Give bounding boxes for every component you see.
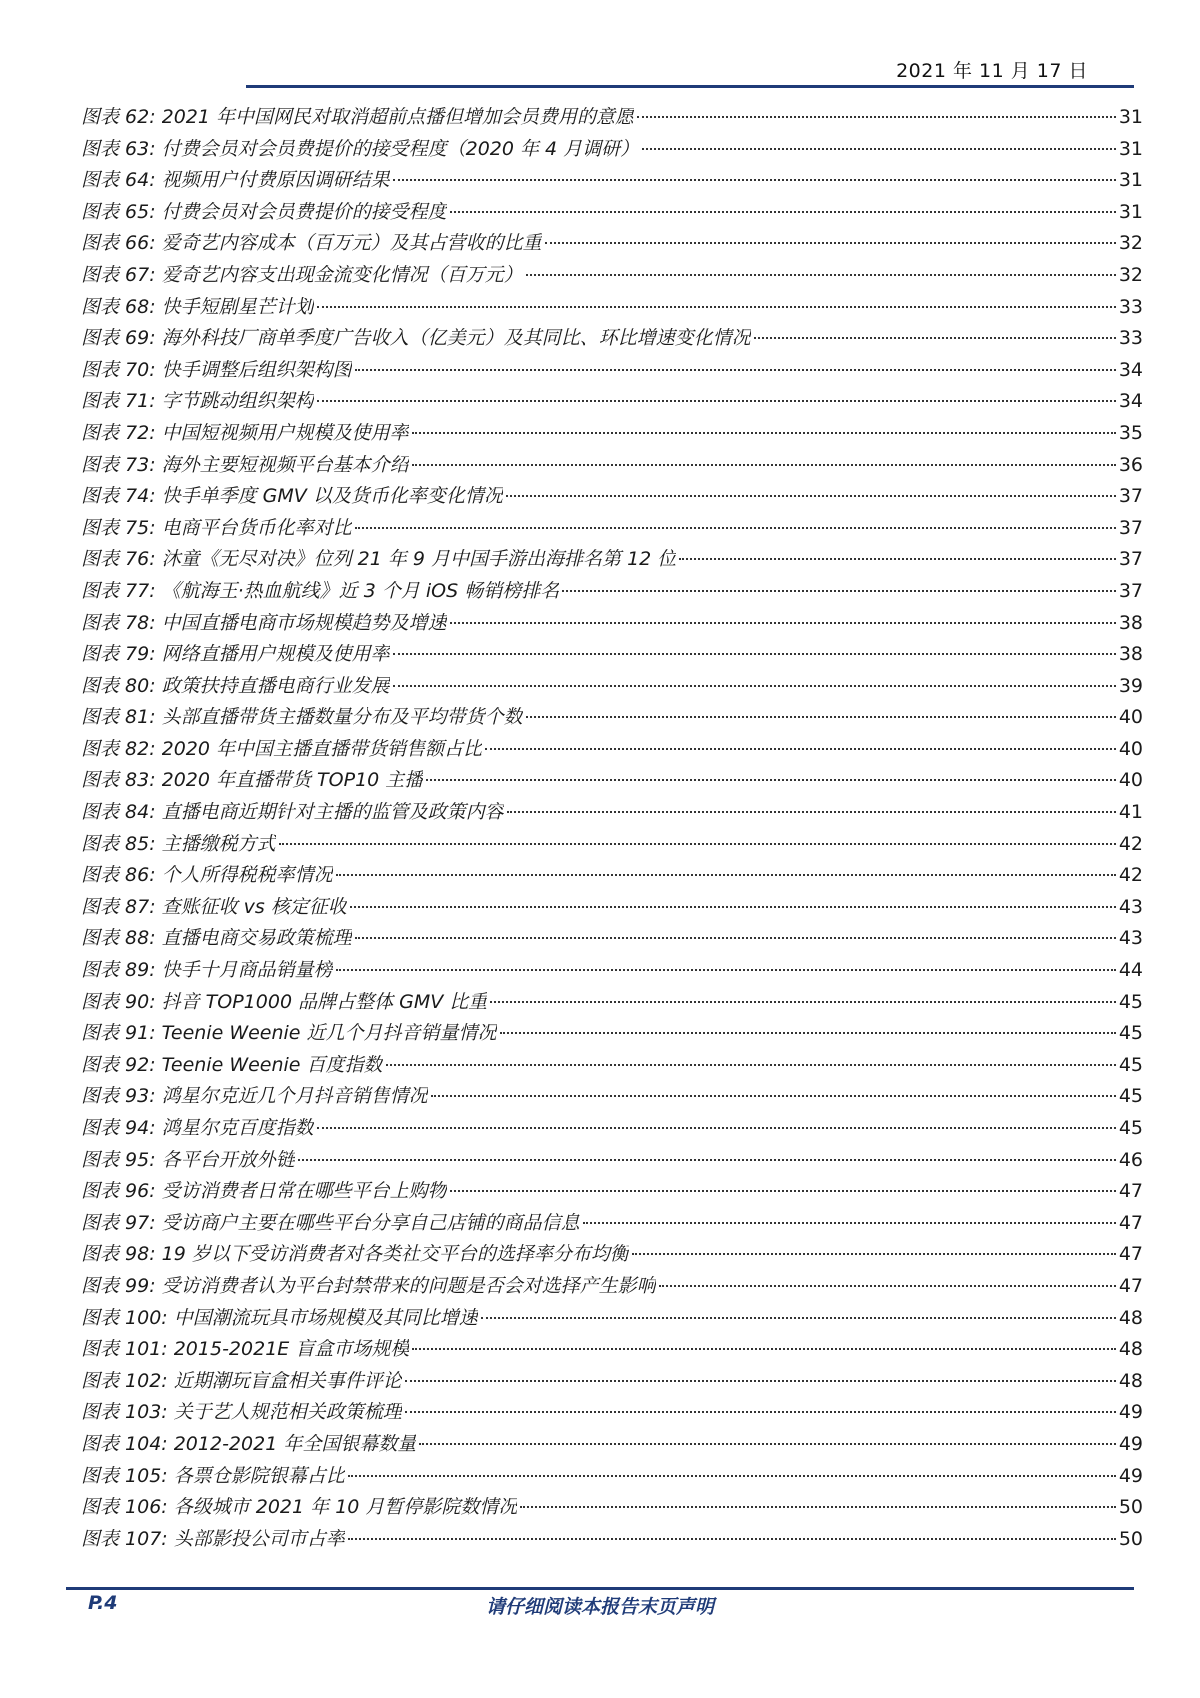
toc-entry-leader bbox=[336, 969, 1116, 971]
toc-entry-label: 图表 68: bbox=[81, 295, 156, 318]
header-divider bbox=[246, 85, 1134, 88]
toc-entry-label: 图表 98: bbox=[81, 1243, 156, 1266]
toc-entry-label: 图表 99: bbox=[81, 1274, 156, 1297]
toc-entry-page: 34 bbox=[1118, 390, 1143, 413]
toc-entry-label: 图表 69: bbox=[81, 327, 156, 350]
toc-entry-page: 49 bbox=[1118, 1464, 1143, 1487]
toc-entry-label: 图表 84: bbox=[81, 801, 156, 824]
toc-entry-leader bbox=[317, 400, 1116, 402]
toc-entry[interactable] bbox=[81, 1303, 1143, 1335]
toc-entry-page: 47 bbox=[1118, 1243, 1143, 1266]
toc-entry-label: 图表 70: bbox=[81, 358, 156, 381]
toc-entry-label: 图表 81: bbox=[81, 706, 156, 729]
toc-entry-page: 31 bbox=[1118, 106, 1143, 128]
toc-entry-leader bbox=[481, 1317, 1116, 1319]
toc-entry-page: 49 bbox=[1118, 1401, 1143, 1424]
toc-entry-leader bbox=[450, 622, 1116, 624]
toc-entry-label: 图表 82: bbox=[81, 737, 156, 760]
toc-entry-page: 35 bbox=[1118, 421, 1143, 444]
toc-entry-leader bbox=[426, 779, 1116, 781]
toc-entry[interactable] bbox=[81, 671, 1143, 703]
toc-entry[interactable] bbox=[81, 134, 1143, 166]
toc-entry[interactable] bbox=[81, 228, 1143, 260]
toc-entry-title: 快手单季度 GMV 以及货币化率变化情况 bbox=[161, 485, 503, 508]
toc-entry-leader bbox=[490, 1001, 1116, 1003]
toc-entry-title: Teenie Weenie 百度指数 bbox=[161, 1053, 383, 1076]
toc-entry-page: 43 bbox=[1118, 927, 1143, 950]
toc-entry-title: 快手调整后组织架构图 bbox=[161, 358, 352, 381]
footer-divider bbox=[66, 1587, 1134, 1590]
toc-entry[interactable] bbox=[81, 102, 1143, 134]
toc-entry-page: 37 bbox=[1118, 579, 1143, 602]
toc-entry-title: 中国短视频用户规模及使用率 bbox=[161, 421, 409, 444]
toc-entry-leader bbox=[279, 843, 1116, 845]
toc-entry-page: 45 bbox=[1118, 1053, 1143, 1076]
footer-disclaimer: 请仔细阅读本报告末页声明 bbox=[485, 1596, 714, 1618]
toc-entry-leader bbox=[393, 685, 1116, 687]
toc-entry-label: 图表 85: bbox=[81, 832, 156, 855]
toc-entry-title: 各级城市 2021 年 10 月暂停影院数情况 bbox=[173, 1496, 518, 1519]
toc-entry-page: 36 bbox=[1118, 453, 1143, 476]
toc-entry-title: 《航海王·热血航线》近 3 个月 iOS 畅销榜排名 bbox=[161, 579, 560, 602]
toc-entry-page: 37 bbox=[1118, 516, 1143, 539]
toc-entry[interactable] bbox=[81, 1492, 1143, 1524]
toc-entry-title: 视频用户付费原因调研结果 bbox=[161, 169, 390, 192]
toc-entry[interactable] bbox=[81, 987, 1143, 1019]
toc-entry-label: 图表 104: bbox=[81, 1432, 168, 1455]
toc-entry[interactable] bbox=[81, 1081, 1143, 1113]
toc-entry-title: 头部直播带货主播数量分布及平均带货个数 bbox=[161, 706, 523, 729]
toc-entry[interactable] bbox=[81, 513, 1143, 545]
toc-entry-title: Teenie Weenie 近几个月抖音销量情况 bbox=[161, 1022, 497, 1045]
toc-entry[interactable] bbox=[81, 765, 1143, 797]
toc-entry-label: 图表 86: bbox=[81, 864, 156, 887]
toc-entry-title: 近期潮玩盲盒相关事件评论 bbox=[173, 1369, 402, 1392]
toc-entry-title: 字节跳动组织架构 bbox=[161, 390, 314, 413]
toc-entry-label: 图表 102: bbox=[81, 1369, 168, 1392]
toc-entry-page: 37 bbox=[1118, 485, 1143, 508]
toc-entry[interactable] bbox=[81, 1397, 1143, 1429]
toc-entry-leader bbox=[526, 274, 1116, 276]
toc-entry-leader bbox=[419, 1443, 1115, 1445]
toc-entry-label: 图表 71: bbox=[81, 390, 156, 413]
toc-entry-title: 网络直播用户规模及使用率 bbox=[161, 643, 390, 666]
toc-entry[interactable] bbox=[81, 1271, 1143, 1303]
toc-entry-label: 图表 101: bbox=[81, 1338, 168, 1361]
toc-entry[interactable] bbox=[81, 608, 1143, 640]
toc-entry-label: 图表 67: bbox=[81, 263, 156, 286]
toc-entry[interactable] bbox=[81, 260, 1143, 292]
toc-entry-page: 49 bbox=[1118, 1432, 1143, 1455]
toc-entry-leader bbox=[642, 148, 1116, 150]
toc-entry-label: 图表 92: bbox=[81, 1053, 156, 1076]
toc-entry-title: 查账征收 vs 核定征收 bbox=[161, 895, 347, 918]
toc-entry-leader bbox=[350, 906, 1116, 908]
toc-entry[interactable] bbox=[81, 418, 1143, 450]
toc-entry-page: 32 bbox=[1118, 232, 1143, 255]
toc-entry-title: 付费会员对会员费提价的接受程度（2020 年 4 月调研） bbox=[161, 137, 640, 160]
toc-entry[interactable] bbox=[81, 639, 1143, 671]
toc-entry-leader bbox=[632, 1253, 1116, 1255]
toc-entry[interactable] bbox=[81, 1018, 1143, 1050]
toc-entry-page: 40 bbox=[1118, 737, 1143, 760]
toc-entry-title: 爱奇艺内容成本（百万元）及其占营收的比重 bbox=[161, 232, 542, 255]
toc-entry[interactable] bbox=[81, 355, 1143, 387]
toc-entry-page: 45 bbox=[1118, 990, 1143, 1013]
toc-entry-page: 44 bbox=[1118, 959, 1143, 982]
toc-entry-leader bbox=[412, 1348, 1115, 1350]
toc-entry-label: 图表 74: bbox=[81, 485, 156, 508]
toc-entry-label: 图表 97: bbox=[81, 1211, 156, 1234]
toc-entry-label: 图表 87: bbox=[81, 895, 156, 918]
toc-entry-title: 2020 年中国主播直播带货销售额占比 bbox=[161, 737, 483, 760]
toc-entry[interactable] bbox=[81, 576, 1143, 608]
toc-entry-leader bbox=[317, 306, 1116, 308]
toc-entry-title: 各平台开放外链 bbox=[161, 1148, 295, 1171]
toc-entry-leader bbox=[659, 1285, 1116, 1287]
figure-index-list bbox=[81, 102, 1143, 1555]
toc-entry-leader bbox=[506, 495, 1116, 497]
toc-entry-title: 主播缴税方式 bbox=[161, 832, 276, 855]
toc-entry-label: 图表 94: bbox=[81, 1117, 156, 1139]
toc-entry[interactable] bbox=[81, 955, 1143, 987]
toc-entry-page: 31 bbox=[1118, 169, 1143, 192]
toc-entry-title: 海外主要短视频平台基本介绍 bbox=[161, 453, 409, 476]
toc-entry-page: 40 bbox=[1118, 769, 1143, 792]
toc-entry[interactable] bbox=[81, 1334, 1143, 1366]
toc-entry-page: 39 bbox=[1118, 674, 1143, 697]
toc-entry-page: 45 bbox=[1118, 1085, 1143, 1108]
toc-entry-label: 图表 95: bbox=[81, 1148, 156, 1171]
header-date: 2021 年 11 月 17 日 bbox=[896, 60, 1088, 82]
toc-entry[interactable] bbox=[81, 1366, 1143, 1398]
toc-entry-label: 图表 77: bbox=[81, 579, 156, 602]
toc-entry-label: 图表 89: bbox=[81, 959, 156, 982]
toc-entry-title: 直播电商交易政策梳理 bbox=[161, 927, 352, 950]
toc-entry-page: 31 bbox=[1118, 137, 1143, 160]
toc-entry-title: 中国潮流玩具市场规模及其同比增速 bbox=[173, 1306, 478, 1329]
toc-entry-label: 图表 65: bbox=[81, 200, 156, 223]
toc-entry-leader bbox=[393, 179, 1116, 181]
toc-entry-label: 图表 75: bbox=[81, 516, 156, 539]
toc-entry-page: 37 bbox=[1118, 548, 1143, 571]
toc-entry-leader bbox=[393, 653, 1116, 655]
toc-entry[interactable] bbox=[81, 829, 1143, 861]
toc-entry-page: 32 bbox=[1118, 263, 1143, 286]
toc-entry-title: 直播电商近期针对主播的监管及政策内容 bbox=[161, 801, 504, 824]
toc-entry-page: 48 bbox=[1118, 1306, 1143, 1329]
toc-entry-page: 38 bbox=[1118, 643, 1143, 666]
toc-entry-page: 48 bbox=[1118, 1369, 1143, 1392]
toc-entry-page: 50 bbox=[1118, 1496, 1143, 1519]
toc-entry-label: 图表 64: bbox=[81, 169, 156, 192]
toc-entry[interactable] bbox=[81, 1176, 1143, 1208]
toc-entry-page: 50 bbox=[1118, 1527, 1143, 1550]
toc-entry-title: 2021 年中国网民对取消超前点播但增加会员费用的意愿 bbox=[161, 106, 635, 128]
toc-entry-label: 图表 106: bbox=[81, 1496, 168, 1519]
toc-entry[interactable] bbox=[81, 197, 1143, 229]
toc-entry-title: 2015-2021E 盲盒市场规模 bbox=[173, 1338, 410, 1361]
toc-entry-label: 图表 72: bbox=[81, 421, 156, 444]
toc-entry-label: 图表 66: bbox=[81, 232, 156, 255]
toc-entry-leader bbox=[405, 1380, 1116, 1382]
toc-entry-title: 电商平台货币化率对比 bbox=[161, 516, 352, 539]
toc-entry-page: 45 bbox=[1118, 1117, 1143, 1139]
toc-entry-leader bbox=[336, 874, 1116, 876]
toc-entry[interactable] bbox=[81, 544, 1143, 576]
toc-entry-title: 关于艺人规范相关政策梳理 bbox=[173, 1401, 402, 1424]
toc-entry-page: 47 bbox=[1118, 1274, 1143, 1297]
toc-entry-leader bbox=[348, 1475, 1116, 1477]
toc-entry[interactable] bbox=[81, 323, 1143, 355]
toc-entry[interactable] bbox=[81, 481, 1143, 513]
toc-entry-leader bbox=[507, 811, 1116, 813]
toc-entry-label: 图表 107: bbox=[81, 1527, 168, 1550]
toc-entry-title: 鸿星尔克百度指数 bbox=[161, 1117, 314, 1139]
toc-entry[interactable] bbox=[81, 1050, 1143, 1082]
toc-entry-leader bbox=[583, 1222, 1116, 1224]
toc-entry-title: 中国直播电商市场规模趋势及增速 bbox=[161, 611, 447, 634]
toc-entry-page: 41 bbox=[1118, 801, 1143, 824]
toc-entry-page: 40 bbox=[1118, 706, 1143, 729]
toc-entry-page: 42 bbox=[1118, 832, 1143, 855]
toc-entry-leader bbox=[405, 1411, 1116, 1413]
toc-entry-label: 图表 78: bbox=[81, 611, 156, 634]
toc-entry-page: 45 bbox=[1118, 1022, 1143, 1045]
toc-entry-leader bbox=[500, 1032, 1116, 1034]
toc-entry-leader bbox=[355, 527, 1116, 529]
toc-entry-title: 海外科技厂商单季度广告收入（亿美元）及其同比、环比增速变化情况 bbox=[161, 327, 751, 350]
toc-entry[interactable] bbox=[81, 797, 1143, 829]
toc-entry-title: 19 岁以下受访消费者对各类社交平台的选择率分布均衡 bbox=[161, 1243, 629, 1266]
toc-entry-title: 各票仓影院银幕占比 bbox=[173, 1464, 345, 1487]
toc-entry-page: 43 bbox=[1118, 895, 1143, 918]
toc-entry-title: 政策扶持直播电商行业发展 bbox=[161, 674, 390, 697]
toc-entry[interactable] bbox=[81, 923, 1143, 955]
toc-entry-leader bbox=[485, 748, 1116, 750]
toc-entry-label: 图表 79: bbox=[81, 643, 156, 666]
toc-entry-label: 图表 100: bbox=[81, 1306, 168, 1329]
toc-entry-leader bbox=[637, 116, 1116, 118]
toc-entry-leader bbox=[298, 1159, 1116, 1161]
toc-entry-leader bbox=[355, 369, 1116, 371]
toc-entry-leader bbox=[754, 337, 1116, 339]
page-number: P.4 bbox=[88, 1592, 118, 1614]
toc-entry-leader bbox=[545, 242, 1116, 244]
toc-entry-page: 48 bbox=[1118, 1338, 1143, 1361]
toc-entry[interactable] bbox=[81, 1113, 1143, 1145]
toc-entry-label: 图表 91: bbox=[81, 1022, 156, 1045]
toc-entry-label: 图表 76: bbox=[81, 548, 156, 571]
toc-entry-title: 头部影投公司市占率 bbox=[173, 1527, 345, 1550]
toc-entry[interactable] bbox=[81, 860, 1143, 892]
toc-entry-title: 2020 年直播带货 TOP10 主播 bbox=[161, 769, 424, 792]
toc-entry-leader bbox=[412, 432, 1116, 434]
toc-entry-label: 图表 93: bbox=[81, 1085, 156, 1108]
toc-entry-label: 图表 83: bbox=[81, 769, 156, 792]
toc-entry-page: 33 bbox=[1118, 327, 1143, 350]
toc-entry-title: 付费会员对会员费提价的接受程度 bbox=[161, 200, 447, 223]
toc-entry-leader bbox=[520, 1506, 1115, 1508]
toc-entry-page: 33 bbox=[1118, 295, 1143, 318]
toc-entry-leader bbox=[317, 1127, 1116, 1129]
toc-entry-page: 38 bbox=[1118, 611, 1143, 634]
toc-entry-title: 爱奇艺内容支出现金流变化情况（百万元） bbox=[161, 263, 523, 286]
toc-entry-leader bbox=[348, 1538, 1116, 1540]
toc-entry-title: 沐童《无尽对决》位列 21 年 9 月中国手游出海排名第 12 位 bbox=[161, 548, 677, 571]
toc-entry[interactable] bbox=[81, 1208, 1143, 1240]
toc-entry[interactable] bbox=[81, 386, 1143, 418]
toc-entry-label: 图表 105: bbox=[81, 1464, 168, 1487]
toc-entry[interactable] bbox=[81, 1145, 1143, 1177]
toc-entry-page: 34 bbox=[1118, 358, 1143, 381]
toc-entry[interactable] bbox=[81, 892, 1143, 924]
toc-entry-page: 42 bbox=[1118, 864, 1143, 887]
toc-entry[interactable] bbox=[81, 292, 1143, 324]
toc-entry[interactable] bbox=[81, 734, 1143, 766]
toc-entry[interactable] bbox=[81, 1239, 1143, 1271]
toc-entry-label: 图表 62: bbox=[81, 106, 156, 128]
toc-entry[interactable] bbox=[81, 165, 1143, 197]
toc-entry-title: 快手短剧星芒计划 bbox=[161, 295, 314, 318]
toc-entry-leader bbox=[562, 590, 1116, 592]
toc-entry-leader bbox=[450, 211, 1116, 213]
toc-entry-page: 47 bbox=[1118, 1180, 1143, 1203]
toc-entry-label: 图表 88: bbox=[81, 927, 156, 950]
toc-entry-leader bbox=[355, 937, 1116, 939]
toc-entry-title: 个人所得税税率情况 bbox=[161, 864, 333, 887]
toc-entry-title: 鸿星尔克近几个月抖音销售情况 bbox=[161, 1085, 428, 1108]
toc-entry-label: 图表 73: bbox=[81, 453, 156, 476]
toc-entry-leader bbox=[526, 716, 1116, 718]
toc-entry-label: 图表 90: bbox=[81, 990, 156, 1013]
toc-entry[interactable] bbox=[81, 450, 1143, 482]
toc-entry-title: 受访商户主要在哪些平台分享自己店铺的商品信息 bbox=[161, 1211, 580, 1234]
toc-entry-title: 快手十月商品销量榜 bbox=[161, 959, 333, 982]
toc-entry-title: 受访消费者认为平台封禁带来的问题是否会对选择产生影响 bbox=[161, 1274, 656, 1297]
toc-entry[interactable] bbox=[81, 1461, 1143, 1493]
toc-entry-title: 2012-2021 年全国银幕数量 bbox=[173, 1432, 417, 1455]
toc-entry-page: 31 bbox=[1118, 200, 1143, 223]
toc-entry-leader bbox=[412, 464, 1116, 466]
toc-entry[interactable] bbox=[81, 1429, 1143, 1461]
toc-entry-page: 47 bbox=[1118, 1211, 1143, 1234]
toc-entry-label: 图表 80: bbox=[81, 674, 156, 697]
toc-entry-title: 受访消费者日常在哪些平台上购物 bbox=[161, 1180, 447, 1203]
toc-entry[interactable] bbox=[81, 1524, 1143, 1556]
toc-entry-page: 46 bbox=[1118, 1148, 1143, 1171]
toc-entry-leader bbox=[431, 1095, 1116, 1097]
toc-entry-leader bbox=[386, 1064, 1116, 1066]
toc-entry-leader bbox=[450, 1190, 1116, 1192]
toc-entry-leader bbox=[679, 558, 1116, 560]
toc-entry-label: 图表 63: bbox=[81, 137, 156, 160]
toc-entry[interactable] bbox=[81, 702, 1143, 734]
toc-entry-title: 抖音 TOP1000 品牌占整体 GMV 比重 bbox=[161, 990, 488, 1013]
toc-entry-label: 图表 96: bbox=[81, 1180, 156, 1203]
toc-entry-label: 图表 103: bbox=[81, 1401, 168, 1424]
